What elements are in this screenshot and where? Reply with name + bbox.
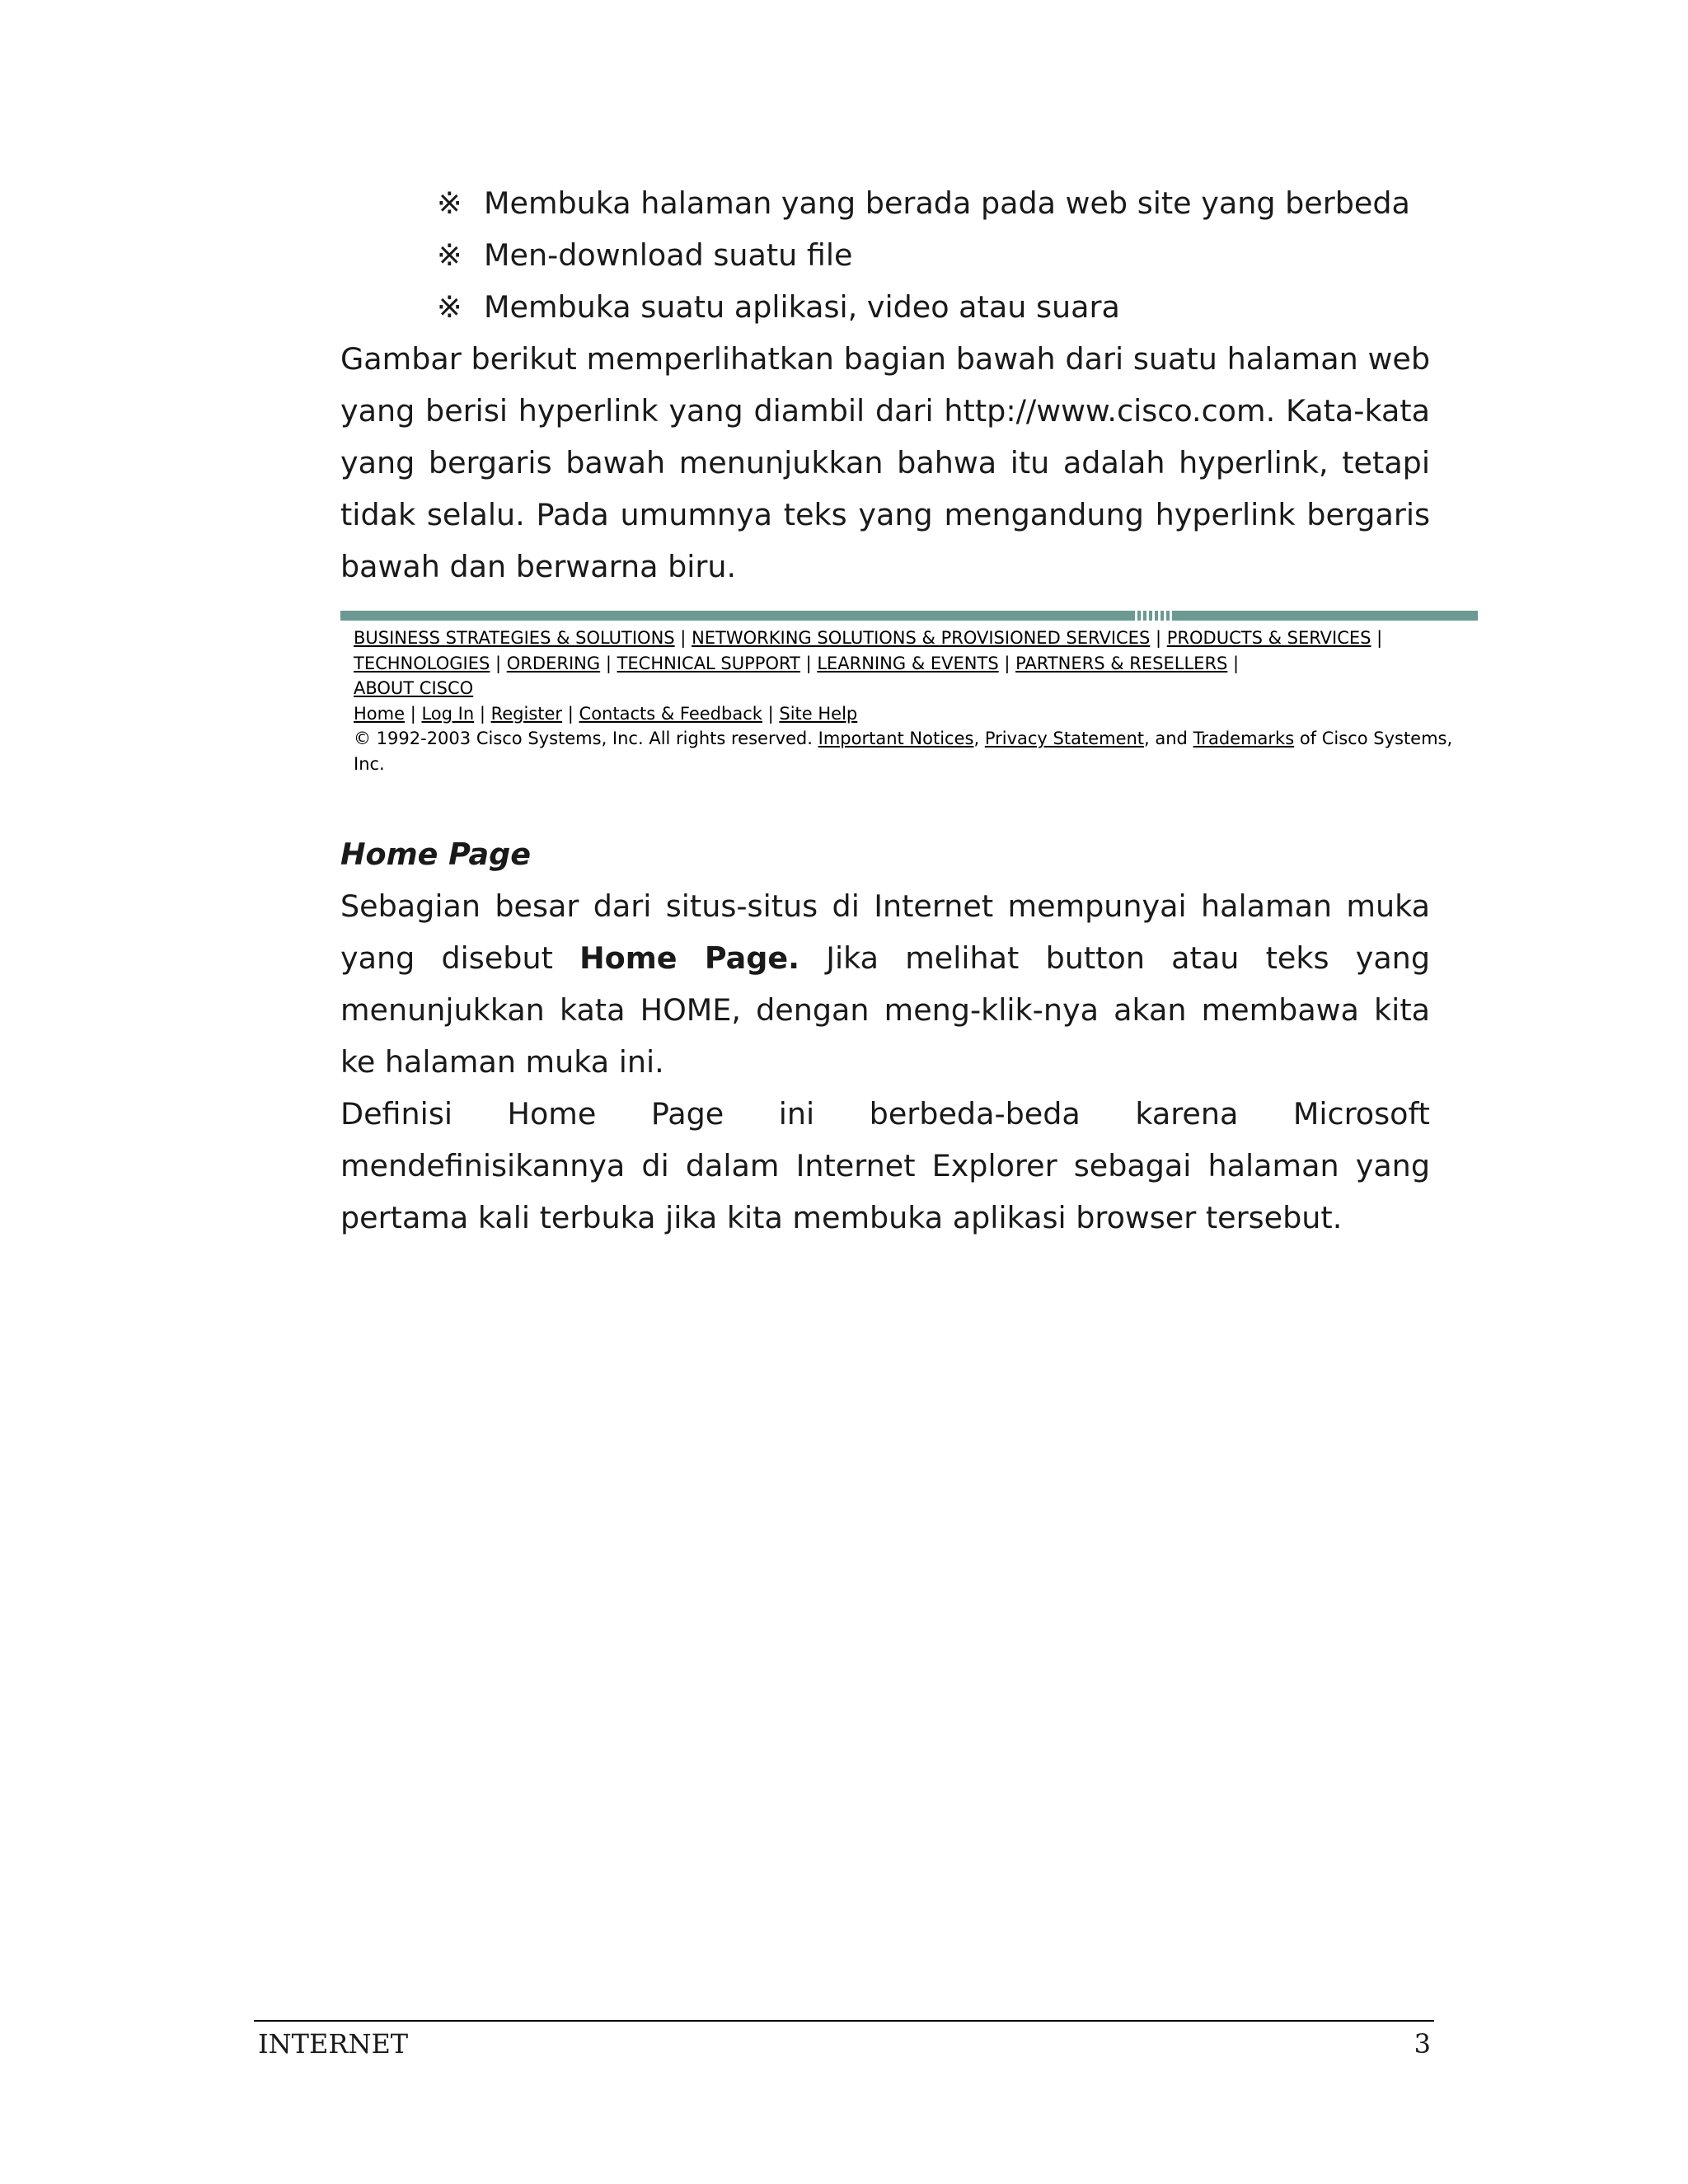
link-learning-events[interactable]: LEARNING & EVENTS — [817, 653, 999, 673]
link-trademarks[interactable]: Trademarks — [1193, 729, 1295, 748]
bar-grip — [1132, 611, 1173, 621]
link-technical-support[interactable]: TECHNICAL SUPPORT — [617, 653, 800, 673]
link-technologies[interactable]: TECHNOLOGIES — [354, 653, 490, 673]
page-number: 3 — [1414, 2028, 1431, 2060]
copyright-suffix: of Cisco Systems, Inc. — [354, 729, 1453, 774]
bullet-text: Membuka suatu aplikasi, video atau suara — [484, 289, 1120, 325]
link-business-strategies[interactable]: BUSINESS STRATEGIES & SOLUTIONS — [354, 628, 675, 648]
reference-mark-icon: ※ — [437, 289, 462, 325]
reference-mark-icon: ※ — [437, 237, 462, 273]
intro-paragraph: Gambar berikut memperlihatkan bagian bawah dari suatu halaman web yang berisi hyperlink yang diambil dari http://www.cisco.com. Kata-kata yang bergaris bawah menunjukkan bahwa itu adalah hyperlink, tetapi tidak selalu. Pada umumnya teks yang mengandung hyperlink bergaris bawah dan berwarna biru. — [340, 341, 1430, 584]
link-log-in[interactable]: Log In — [421, 703, 475, 724]
link-register[interactable]: Register — [490, 703, 563, 724]
cisco-footer-figure — [340, 611, 1478, 776]
home-page-heading: Home Page — [340, 837, 532, 872]
home-para-1-bold: Home Page. — [579, 940, 800, 976]
link-site-help[interactable]: Site Help — [779, 703, 858, 724]
link-about-cisco[interactable]: ABOUT CISCO — [354, 678, 474, 698]
bullet-text: Men-download suatu file — [484, 237, 853, 273]
link-ordering[interactable]: ORDERING — [506, 653, 601, 673]
home-para-1-end: Jika melihat button atau teks yang menunjukkan kata HOME, dengan meng-klik-nya akan membawa kita ke halaman muka ini. — [340, 940, 1430, 1080]
reference-mark-icon: ※ — [437, 185, 462, 221]
cisco-link-block: BUSINESS STRATEGIES & SOLUTIONS | NETWORKING SOLUTIONS & PROVISIONED SERVICES | PRODUCTS & SERVICES | TECHNOLOGIES | ORDERING | TECHNICAL SUPPORT | LEARNING & EVENTS | PARTNERS & RESELLERS | ABOUT CISCO Home | Log In | Register | Contacts & Feedback | Site Help © 1992-2003 Cisco Systems, Inc. All rights reserved. Important Notices, Privacy Statement, and Trademarks of Cisco Systems, Inc. — [354, 628, 1453, 774]
link-products-services[interactable]: PRODUCTS & SERVICES — [1166, 628, 1372, 648]
link-privacy-statement[interactable]: Privacy Statement — [984, 729, 1145, 748]
link-partners-resellers[interactable]: PARTNERS & RESELLERS — [1015, 653, 1228, 673]
home-paragraph-1 — [340, 880, 1430, 1088]
home-paragraph-2: Definisi Home Page ini berbeda-beda karena Microsoft mendefinisikannya di dalam Internet Explorer sebagai halaman yang pertama kali terbuka jika kita membuka aplikasi browser tersebut. — [340, 1096, 1430, 1235]
bullet-text: Membuka halaman yang berada pada web site yang berbeda — [484, 185, 1410, 221]
divider-bar — [340, 611, 1478, 621]
footer-divider — [254, 2020, 1434, 2022]
link-contacts-feedback[interactable]: Contacts & Feedback — [579, 703, 762, 724]
footer-title: INTERNET — [258, 2028, 409, 2060]
link-networking-solutions[interactable]: NETWORKING SOLUTIONS & PROVISIONED SERVICES — [692, 628, 1151, 648]
link-important-notices[interactable]: Important Notices — [818, 729, 974, 748]
link-home[interactable]: Home — [354, 703, 406, 724]
copyright-text: © 1992-2003 Cisco Systems, Inc. All rights reserved. — [354, 729, 813, 748]
home-para-1-start: Sebagian besar dari situs-situs di Internet mempunyai halaman muka yang disebut — [340, 888, 1430, 976]
